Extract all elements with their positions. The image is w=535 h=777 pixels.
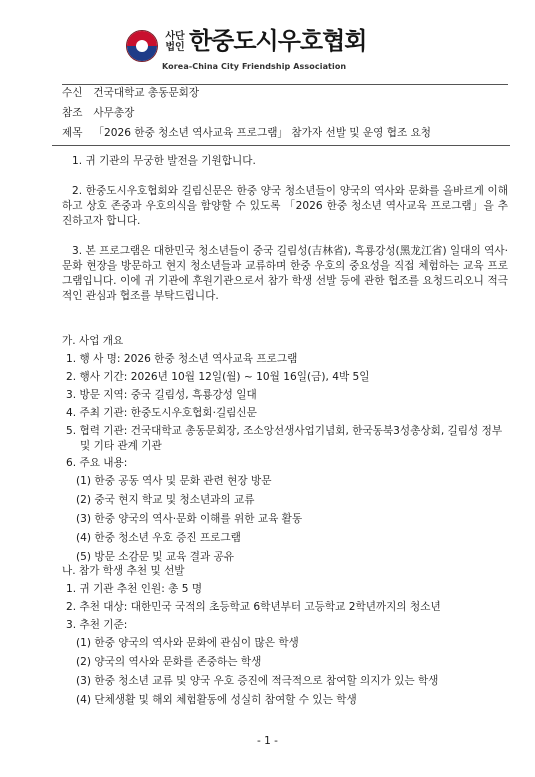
sub-list-item: (4) 단체생활 및 해외 체험활동에 성실히 참여할 수 있는 학생 bbox=[76, 694, 357, 706]
paragraph-1: 1. 귀 기관의 무궁한 발전을 기원합니다. bbox=[72, 155, 256, 167]
org-english-name: Korea-China City Friendship Association bbox=[162, 62, 347, 71]
seal-center-mark bbox=[136, 40, 148, 52]
org-type-line2: 법인 bbox=[165, 42, 185, 53]
org-type-line1: 사단 bbox=[165, 31, 185, 42]
list-item: 6. 주요 내용: bbox=[66, 457, 128, 469]
sub-list-item: (1) 한중 양국의 역사와 문화에 관심이 많은 학생 bbox=[76, 637, 299, 649]
section-title: 나. 참가 학생 추천 및 선발 bbox=[62, 565, 185, 577]
letterhead bbox=[126, 24, 426, 76]
org-type-label bbox=[162, 31, 188, 53]
page-number: - 1 - bbox=[257, 735, 278, 747]
sub-list-item: (4) 한중 청소년 우호 증진 프로그램 bbox=[76, 532, 241, 544]
list-item: 2. 행사 기간: 2026년 10월 12일(월) ~ 10월 16일(금), 4박 5일 bbox=[66, 371, 370, 383]
sub-list-item: (3) 한중 양국의 역사·문화 이해를 위한 교육 활동 bbox=[76, 513, 303, 525]
sub-list-item: (5) 방문 소감문 및 교육 결과 공유 bbox=[76, 551, 235, 563]
list-item: 3. 추천 기준: bbox=[66, 619, 128, 631]
list-item: 4. 주최 기관: 한중도시우호협회·길림신문 bbox=[66, 407, 257, 419]
meta-value: 사무총장 bbox=[93, 107, 135, 119]
list-item: 3. 방문 지역: 중국 길림성, 흑룡강성 일대 bbox=[66, 389, 257, 401]
meta-key: 제목 bbox=[62, 127, 83, 139]
meta-value: 건국대학교 총동문회장 bbox=[93, 87, 200, 99]
divider-top bbox=[62, 84, 508, 85]
list-item: 1. 행 사 명: 2026 한중 청소년 역사교육 프로그램 bbox=[66, 353, 298, 365]
list-item: 5. 협력 기관: 건국대학교 총동문회장, 조소앙선생사업기념회, 한국동북3성총상회, 길림성 정부 및 기타 관계 기관 bbox=[66, 425, 503, 452]
meta-reference bbox=[62, 106, 502, 126]
paragraph-3: 3. 본 프로그램은 대한민국 청소년들이 중국 길림성(吉林省), 흑룡강성(黑龙江省) 일대의 역사·문화 현장을 방문하고 현지 청소년들과 교류하며 한중 우호의 중요성을 직접 체험하는 교육 프로그램입니다. 이에 귀 기관에 후원기관으로서 참가 학생 선발 등에 관한 협조를 요청드리오니 적극적인 관심과 협조를 부탁드립니다. bbox=[62, 245, 508, 302]
section-title: 가. 사업 개요 bbox=[62, 335, 124, 347]
letter-meta bbox=[62, 86, 502, 146]
list-item: 2. 추천 대상: 대한민국 국적의 초등학교 6학년부터 고등학교 2학년까지의 청소년 bbox=[66, 601, 441, 613]
sub-list bbox=[62, 474, 512, 569]
meta-value: 「2026 한중 청소년 역사교육 프로그램」 참가자 선발 및 운영 협조 요청 bbox=[93, 127, 432, 139]
sub-list-item: (3) 한중 청소년 교류 및 양국 우호 증진에 적극적으로 참여할 의지가 있는 학생 bbox=[76, 675, 439, 687]
meta-key: 수신 bbox=[62, 87, 83, 99]
meta-subject bbox=[62, 126, 502, 146]
meta-recipient bbox=[62, 86, 502, 106]
association-seal-icon bbox=[126, 30, 158, 62]
divider-bottom bbox=[52, 145, 510, 146]
section-student-selection bbox=[62, 564, 512, 712]
list-item: 1. 귀 기관 추천 인원: 총 5 명 bbox=[66, 583, 203, 595]
org-name: 한중도시우호협회 bbox=[189, 27, 367, 55]
sub-list bbox=[62, 636, 512, 712]
sub-list-item: (1) 한중 공동 역사 및 문화 관련 현장 방문 bbox=[76, 475, 272, 487]
sub-list-item: (2) 양국의 역사와 문화를 존중하는 학생 bbox=[76, 656, 262, 668]
section-overview bbox=[62, 334, 512, 569]
paragraph-2: 2. 한중도시우호협회와 길림신문은 한중 양국 청소년들이 양국의 역사와 문화를 올바르게 이해하고 상호 존중과 우호의식을 함양할 수 있도록 「2026 한중 청소년 역사교육 프로그램」을 추진하고자 합니다. bbox=[62, 185, 508, 227]
meta-key: 참조 bbox=[62, 107, 83, 119]
sub-list-item: (2) 중국 현지 학교 및 청소년과의 교류 bbox=[76, 494, 255, 506]
